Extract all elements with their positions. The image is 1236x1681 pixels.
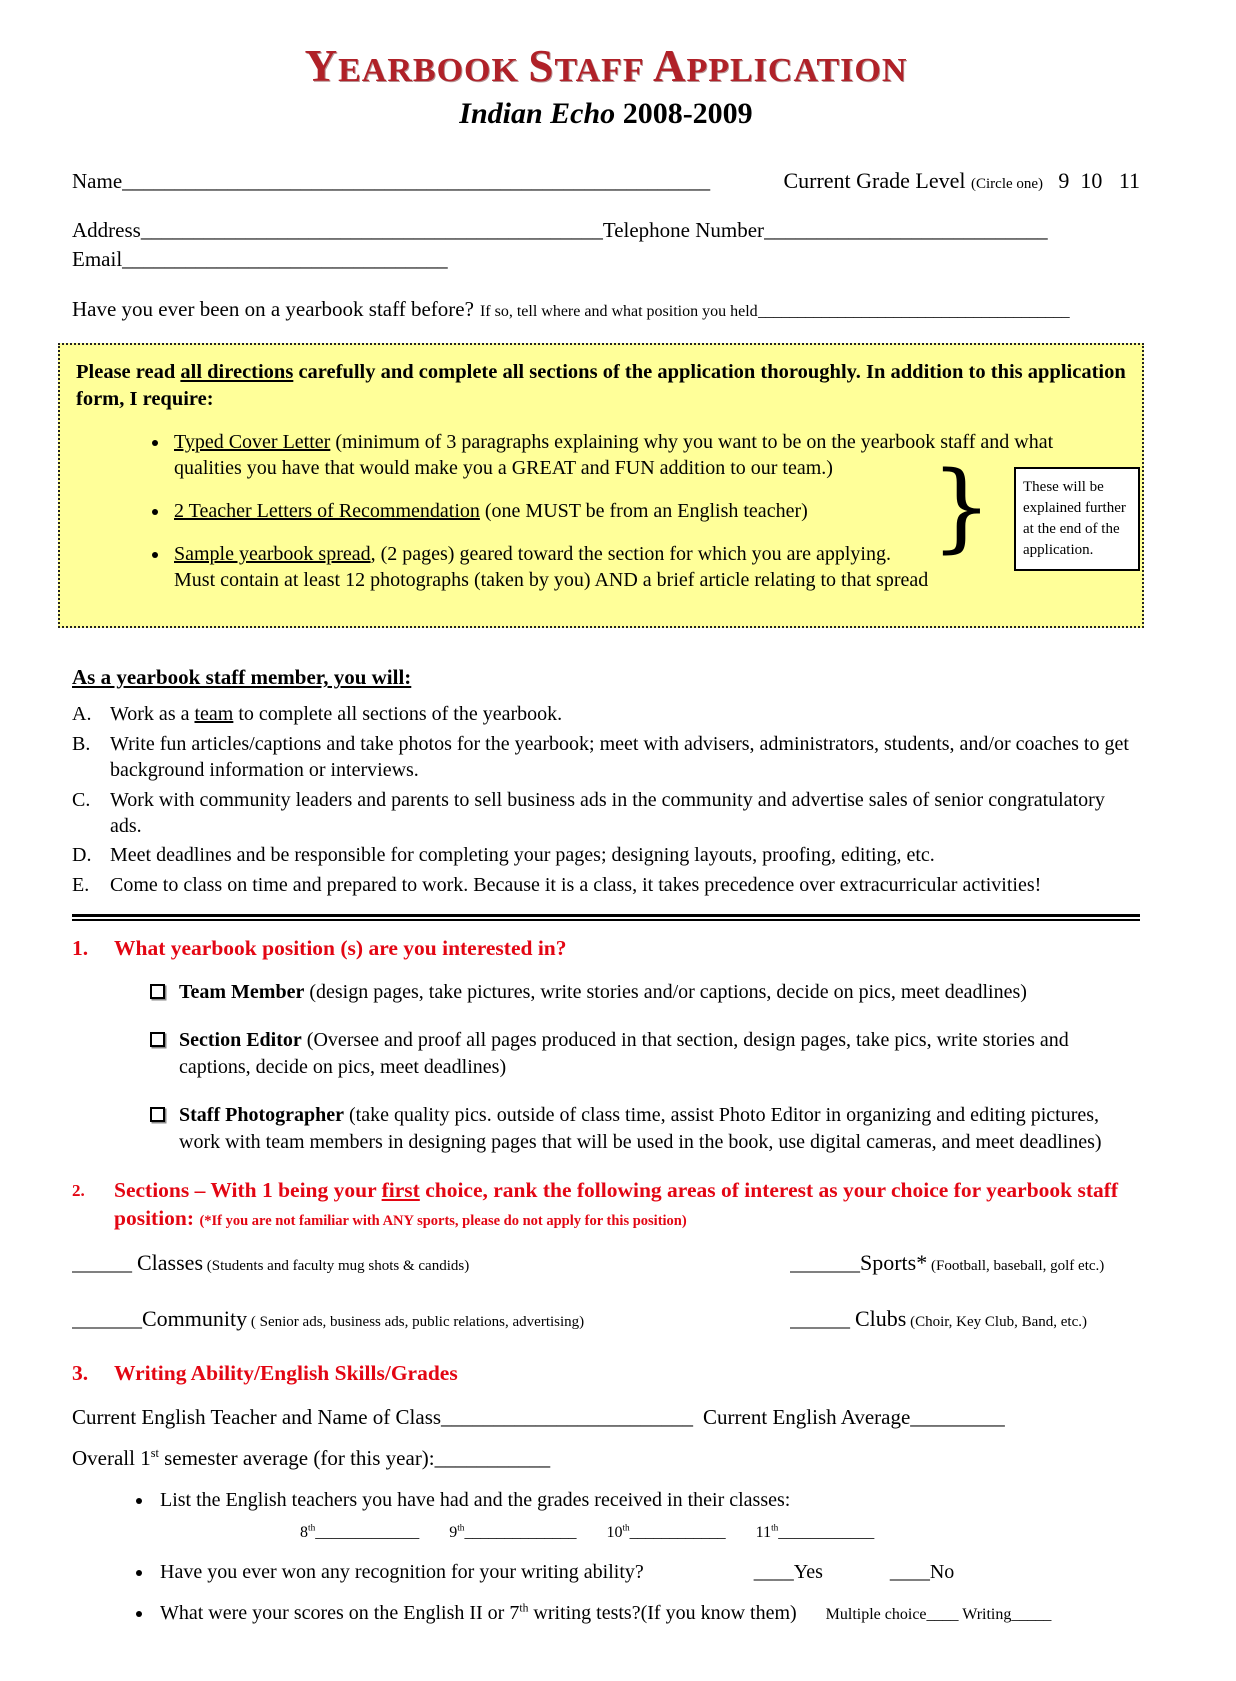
duty-item-c bbox=[72, 787, 1140, 840]
position-desc: (Oversee and proof all pages produced in that section, design pages, take pics, write stories and captions, decide on pics, meet deadlines) bbox=[179, 1029, 1069, 1078]
page-title bbox=[72, 42, 1140, 92]
email-blank[interactable]: _______________________________ bbox=[122, 247, 448, 272]
rank-item-community bbox=[72, 1305, 790, 1334]
overall-average-label bbox=[72, 1445, 435, 1472]
position-text bbox=[179, 979, 1027, 1005]
ordinal-suffix: th bbox=[308, 1523, 316, 1534]
duty-text-underlined: team bbox=[194, 703, 234, 726]
ordinal-suffix: th bbox=[457, 1523, 465, 1534]
rank-desc: ( Senior ads, business ads, public relations, advertising) bbox=[247, 1314, 585, 1331]
ordinal-suffix: th bbox=[622, 1523, 630, 1534]
yes-blank[interactable]: ____ bbox=[753, 1560, 794, 1583]
title-segment: Y bbox=[304, 41, 339, 91]
question-text-part: Sections – With 1 being your bbox=[114, 1178, 382, 1202]
position-text bbox=[179, 1102, 1140, 1155]
title-segment: S bbox=[528, 41, 555, 91]
rank-label: Clubs bbox=[855, 1306, 907, 1332]
section-ranking bbox=[72, 1249, 1140, 1334]
rank-item-sports bbox=[790, 1249, 1140, 1278]
address-label: Address bbox=[72, 218, 141, 243]
requirement-desc: , (2 pages) geared toward the section for which you are applying. bbox=[370, 543, 891, 566]
requirement-title: 2 Teacher Letters of Recommendation bbox=[174, 500, 480, 523]
overall-average-row bbox=[72, 1445, 1140, 1472]
duty-text: Work with community leaders and parents to sell business ads in the community and advertise sales of senior congratulatory ads. bbox=[110, 788, 1105, 837]
ordinal-suffix: st bbox=[150, 1446, 159, 1461]
title-segment: EARBOOK bbox=[338, 52, 529, 89]
position-options bbox=[72, 979, 1140, 1155]
rank-item-clubs bbox=[790, 1305, 1140, 1334]
position-label: Staff Photographer bbox=[179, 1104, 344, 1127]
question-2-heading bbox=[72, 1177, 1140, 1233]
rank-desc: (Choir, Key Club, Band, etc.) bbox=[906, 1314, 1087, 1331]
english-teachers-bullet bbox=[154, 1487, 1140, 1544]
position-text bbox=[179, 1027, 1140, 1080]
page-subtitle bbox=[72, 94, 1140, 133]
ordinal-suffix: th bbox=[771, 1523, 779, 1534]
question-number: 2. bbox=[72, 1181, 85, 1200]
prior-experience-row bbox=[72, 296, 1140, 323]
english-teacher-row bbox=[72, 1404, 1140, 1431]
grades-by-year-row bbox=[160, 1523, 1140, 1544]
email-row bbox=[72, 246, 1140, 273]
duty-letter: A. bbox=[72, 703, 92, 726]
position-option-staff-photographer bbox=[72, 1102, 1140, 1155]
position-option-section-editor bbox=[72, 1027, 1140, 1080]
duty-item-e bbox=[72, 872, 1140, 898]
yes-option bbox=[754, 1561, 823, 1583]
grade-entry-9th bbox=[449, 1524, 576, 1541]
overall-label-part: Overall 1 bbox=[72, 1446, 151, 1471]
multiple-choice-blank[interactable]: ____ bbox=[926, 1605, 959, 1623]
prior-blank[interactable]: _______________________________________ bbox=[757, 302, 1070, 320]
duty-item-a bbox=[72, 701, 1140, 727]
duty-letter: B. bbox=[72, 732, 91, 755]
name-row bbox=[72, 167, 1140, 196]
callout-text: These will be explained further at the end of the application. bbox=[1023, 478, 1126, 558]
duty-letter: D. bbox=[72, 844, 92, 867]
checkbox-icon[interactable] bbox=[150, 1107, 165, 1122]
position-label: Section Editor bbox=[179, 1029, 302, 1052]
multiple-choice-label: Multiple choice bbox=[825, 1605, 927, 1623]
no-blank[interactable]: ____ bbox=[889, 1560, 930, 1583]
duty-item-b bbox=[72, 731, 1140, 784]
no-label: No bbox=[929, 1560, 955, 1583]
question-text bbox=[114, 1177, 1140, 1233]
callout-note-box bbox=[1014, 467, 1140, 571]
requirements-box bbox=[58, 343, 1144, 628]
address-blank[interactable]: ____________________________________________ bbox=[140, 218, 603, 243]
duty-letter: C. bbox=[72, 788, 91, 811]
english-average-label: Current English Average bbox=[703, 1405, 911, 1429]
grade-level-group bbox=[783, 167, 1140, 196]
overall-label-part: semester average (for this year): bbox=[158, 1446, 435, 1471]
grade-year: 10 bbox=[606, 1523, 623, 1541]
checkbox-icon[interactable] bbox=[150, 984, 165, 999]
question-text-part: choice, rank the following areas of interest as your choice for yearbook staff position: bbox=[114, 1178, 1119, 1230]
position-label: Team Member bbox=[179, 981, 305, 1004]
duty-text-part: to complete all sections of the yearbook. bbox=[233, 703, 563, 726]
yes-label: Yes bbox=[793, 1560, 823, 1583]
rank-blank[interactable]: ______ bbox=[72, 1252, 137, 1275]
prior-question-note: If so, tell where and what position you held bbox=[479, 302, 758, 320]
test-scores-question bbox=[160, 1602, 797, 1624]
intro-text: Please read bbox=[76, 360, 181, 383]
grade-entry-10th bbox=[606, 1524, 725, 1541]
title-segment: A bbox=[652, 41, 687, 91]
question-number: 3. bbox=[72, 1361, 89, 1386]
recognition-question: Have you ever won any recognition for your writing ability? bbox=[160, 1560, 644, 1583]
grade-blank[interactable]: ______________ bbox=[464, 1523, 577, 1541]
rank-label: Sports* bbox=[860, 1249, 928, 1275]
teacher-class-blank[interactable]: ________________________ bbox=[441, 1405, 694, 1429]
circle-one-note: (Circle one) bbox=[971, 175, 1044, 192]
question-text-underlined: first bbox=[381, 1178, 420, 1202]
teacher-class-label: Current English Teacher and Name of Class bbox=[72, 1405, 442, 1429]
telephone-label: Telephone Number bbox=[602, 218, 765, 243]
title-segment: PPLICATION bbox=[686, 52, 908, 89]
rank-item-classes bbox=[72, 1249, 790, 1278]
english-teachers-question: List the English teachers you have had and the grades received in their classes: bbox=[160, 1488, 791, 1511]
rank-desc: (Football, baseball, golf etc.) bbox=[927, 1257, 1105, 1274]
question-3-heading bbox=[72, 1360, 1140, 1388]
duties-heading: As a yearbook staff member, you will: bbox=[72, 665, 412, 690]
telephone-blank[interactable]: ___________________________ bbox=[764, 218, 1048, 243]
position-desc: (take quality pics. outside of class time, assist Photo Editor in organizing and editing pictures, work with team members in designing pages that will be used in the book, use digital cameras, and meet deadlines) bbox=[179, 1104, 1102, 1153]
question-text: What yearbook position (s) are you interested in? bbox=[114, 936, 567, 961]
duty-text bbox=[110, 701, 1140, 727]
writing-score-label: Writing bbox=[962, 1605, 1012, 1623]
scores-question-part: writing tests?(If you know them) bbox=[528, 1601, 797, 1624]
grade-year: 9 bbox=[449, 1523, 458, 1541]
writing-questions-list bbox=[72, 1487, 1140, 1626]
score-entry-group bbox=[826, 1606, 1052, 1623]
requirement-desc-line2: Must contain at least 12 photographs (taken by you) AND a brief article relating to that spread bbox=[174, 569, 929, 592]
publication-name: Indian Echo bbox=[459, 96, 616, 130]
duty-letter: E. bbox=[72, 873, 90, 896]
name-blank[interactable]: ________________________________________________________ bbox=[122, 168, 711, 193]
intro-underlined-text: all directions bbox=[180, 360, 294, 383]
prior-question: Have you ever been on a yearbook staff before? bbox=[72, 296, 474, 321]
grade-options[interactable]: 9 10 11 bbox=[1058, 167, 1140, 193]
requirement-title: Typed Cover Letter bbox=[174, 431, 331, 454]
grade-year: 11 bbox=[755, 1523, 772, 1541]
requirement-title: Sample yearbook spread bbox=[174, 543, 371, 566]
grade-blank[interactable]: ____________ bbox=[778, 1523, 875, 1541]
publication-year: 2008-2009 bbox=[615, 96, 753, 130]
position-option-team-member bbox=[72, 979, 1140, 1005]
scores-question-part: What were your scores on the English II or 7 bbox=[160, 1601, 520, 1624]
sports-warning-note: (*If you are not familiar with ANY sports, please do not apply for this position) bbox=[199, 1212, 687, 1229]
question-number: 1. bbox=[72, 936, 89, 961]
rank-blank[interactable]: _______ bbox=[72, 1309, 142, 1332]
title-segment: TAFF bbox=[554, 52, 653, 89]
rank-blank[interactable]: _______ bbox=[790, 1252, 860, 1275]
question-text: Writing Ability/English Skills/Grades bbox=[114, 1361, 458, 1386]
duties-list bbox=[72, 701, 1140, 898]
rank-desc: (Students and faculty mug shots & candids) bbox=[203, 1257, 470, 1274]
test-scores-bullet bbox=[154, 1600, 1140, 1626]
address-row bbox=[72, 217, 1140, 244]
question-1-heading bbox=[72, 935, 1140, 963]
grade-year: 8 bbox=[300, 1523, 308, 1541]
grade-level-label: Current Grade Level bbox=[783, 167, 971, 193]
name-label: Name bbox=[72, 168, 123, 193]
duty-text-part: Work as a bbox=[110, 703, 195, 726]
writing-score-blank[interactable]: _____ bbox=[1011, 1605, 1052, 1623]
duty-text: Meet deadlines and be responsible for completing your pages; designing layouts, proofing, editing, etc. bbox=[110, 844, 935, 867]
requirement-desc: (minimum of 3 paragraphs explaining why you want to be on the yearbook staff and what qualities you have that would make you a GREAT and FUN addition to our team.) bbox=[174, 431, 1054, 480]
recognition-bullet bbox=[154, 1559, 1140, 1585]
duty-item-d bbox=[72, 842, 1140, 868]
brace-icon: } bbox=[930, 450, 992, 563]
english-average-blank[interactable]: _________ bbox=[910, 1405, 1005, 1429]
grade-entry-8th bbox=[300, 1524, 419, 1541]
position-desc: (design pages, take pictures, write stories and/or captions, decide on pics, meet deadlines) bbox=[304, 981, 1027, 1004]
intro-text: carefully and complete all sections of the application thoroughly. In addition to this application form, I require: bbox=[76, 360, 1126, 411]
duty-text: Write fun articles/captions and take photos for the yearbook; meet with advisers, administrators, students, and/or coaches to get background information or interviews. bbox=[110, 732, 1129, 782]
requirements-intro bbox=[76, 359, 1126, 413]
grade-blank[interactable]: _____________ bbox=[315, 1523, 420, 1541]
overall-average-blank[interactable]: ___________ bbox=[434, 1446, 551, 1471]
rank-blank[interactable]: ______ bbox=[790, 1309, 855, 1332]
email-label: Email bbox=[72, 247, 123, 272]
grade-entry-11th bbox=[756, 1524, 875, 1541]
grade-blank[interactable]: ____________ bbox=[629, 1523, 726, 1541]
section-divider bbox=[72, 914, 1140, 921]
duty-text: Come to class on time and prepared to work. Because it is a class, it takes precedence over extracurricular activities! bbox=[110, 873, 1042, 896]
checkbox-icon[interactable] bbox=[150, 1032, 165, 1047]
ordinal-suffix: th bbox=[519, 1601, 529, 1615]
no-option bbox=[890, 1561, 954, 1583]
rank-label: Classes bbox=[137, 1249, 203, 1275]
rank-label: Community bbox=[142, 1306, 248, 1332]
requirement-desc: (one MUST be from an English teacher) bbox=[479, 500, 808, 523]
